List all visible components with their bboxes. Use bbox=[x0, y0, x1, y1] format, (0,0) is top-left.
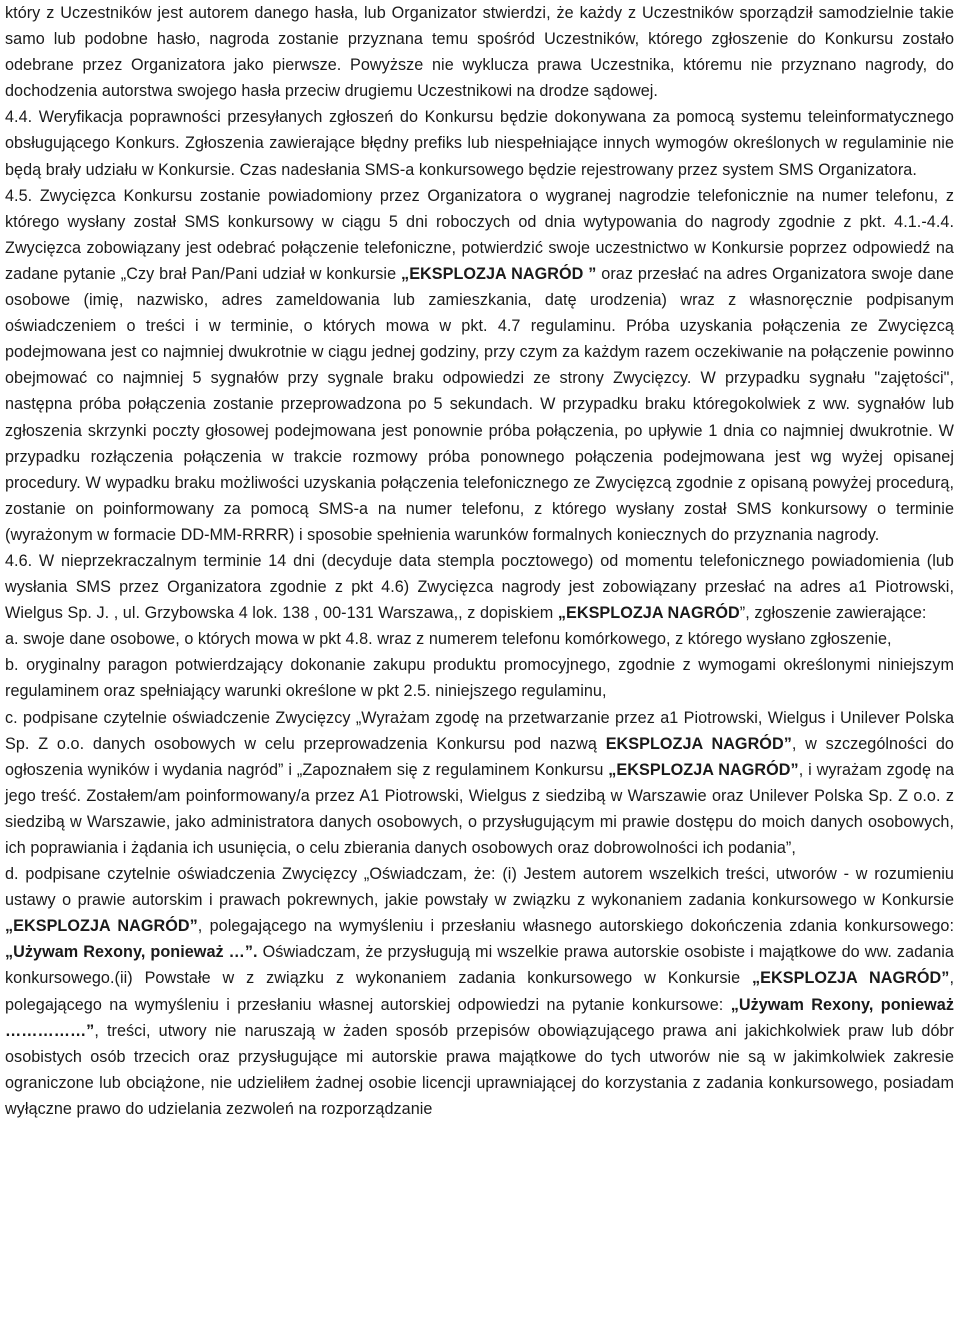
paragraph-text: Oświadczam, że przysługują mi wszelkie prawa autorskie osobiste i majątkowe do ww. zadania konkursowego.(ii) Powstałe w z związku z wykonaniem zadania konkursowego w Konkursie bbox=[5, 943, 954, 988]
paragraph-text: ”, zgłoszenie zawierające: bbox=[739, 604, 927, 623]
paragraph-text: , polegającego na wymyśleniu i przesłaniu własnego autorskiego dokończenia zdania konkursowego: bbox=[197, 917, 954, 936]
paragraph-text: , polegającego na wymyśleniu i przesłaniu własnej autorskiej odpowiedzi na pytanie konkursowe: bbox=[5, 969, 954, 1014]
paragraph-text: , w szczególności do ogłoszenia wyników i wydania nagród” i „Zapoznałem się z regulaminem Konkursu bbox=[5, 734, 954, 779]
paragraph-text: 4.5. Zwycięzca Konkursu zostanie powiadomiony przez Organizatora o wygranej nagrodzie telefonicznie na numer telefonu, z którego wysłany został SMS konkursowy w ciągu 5 dni roboczych od dnia wytypowania do nagrody zgodnie z pkt. 4.1.-4.4. Zwycięzca zobowiązany jest odebrać połączenie telefoniczne, potwierdzić swoje uczestnictwo w Konkursie poprzez odpowiedź na zadane pytanie „Czy brał Pan/Pani udział w konkursie bbox=[5, 186, 954, 283]
paragraph-text: , i wyrażam zgodę na jego treść. Zostałem/am poinformowany/a przez A1 Piotrowski, Wielgus z siedzibą w Warszawie oraz Unilever Polska Sp. Z o.o. z siedzibą w Warszawie, jako administratora danych osobowych, o przysługującym mi prawie dostępu do moich danych osobowych, ich poprawiania i żądania ich usunięcia, o celu zbierania danych osobowych oraz dobrowolności ich podania”, bbox=[5, 760, 954, 857]
contest-name-bold: „EKSPLOZJA NAGRÓD” bbox=[608, 760, 799, 779]
list-item-a bbox=[5, 626, 954, 652]
paragraph-text: który z Uczestników jest autorem danego hasła, lub Organizator stwierdzi, że każdy z Uczestników sporządził samodzielnie takie samo lub podobne hasło, nagroda zostanie przyznana temu spośród Uczestników, którego zgłoszenie do Konkursu zostało odebrane przez Organizatora jako pierwsze. Powyższe nie wyklucza prawa Uczestnika, któremu nie przyznano nagrody, do dochodzenia autorstwa swojego hasła przeciw drugiemu Uczestnikowi na drodze sądowej. bbox=[5, 4, 954, 101]
list-item-b bbox=[5, 652, 954, 704]
paragraph-text: oraz przesłać na adres Organizatora swoje dane osobowe (imię, nazwisko, adres zameldowania lub zamieszkania, datę urodzenia) wraz z własnoręcznie podpisanym oświadczeniem o treści i w terminie, o których mowa w pkt. 4.7 regulaminu. Próba uzyskania połączenia ze Zwycięzcą podejmowana jest co najmniej dwukrotnie w ciągu jednej godziny, przy czym za każdym razem oczekiwanie na połączenie powinno obejmować co najmniej 5 sygnałów przy sygnale braku odpowiedzi ze strony Zwycięzcy. W przypadku sygnału "zajętości", następna próba połączenia zostanie przeprowadzona po 5 sekundach. W przypadku braku któregokolwiek z ww. sygnałów lub zgłoszenia skrzynki poczty głosowej podejmowana jest ponownie próba połączenia, po upływie 1 dnia co najmniej dwukrotnie. W przypadku rozłączenia połączenia w trakcie rozmowy próba ponownego połączenia podejmowana jest wg wyżej opisanej procedury. W wypadku braku możliwości uzyskania połączenia telefonicznego ze Zwycięzcą zgodnie z opisaną powyżej procedurą, zostanie on poinformowany za pomocą SMS-a na numer telefonu, z którego wysłany został SMS konkursowy o terminie (wyrażonym w formacie DD-MM-RRRR) i sposobie spełnienia warunków formalnych koniecznych do przyznania nagrody. bbox=[5, 264, 954, 544]
paragraph-4-6 bbox=[5, 548, 954, 626]
paragraph-text: 4.6. W nieprzekraczalnym terminie 14 dni (decyduje data stempla pocztowego) od momentu telefonicznego powiadomienia (lub wysłania SMS przez Organizatora zgodnie z pkt 4.6) Zwycięzca nagrody jest zobowiązany przesłać na adres a1 Piotrowski, Wielgus Sp. J. , ul. Grzybowska 4 lok. 138 , 00-131 Warszawa,, z dopiskiem bbox=[5, 551, 954, 623]
contest-task-bold: „Używam Rexony, ponieważ ……………” bbox=[5, 995, 955, 1040]
contest-name-bold: „EKSPLOZJA NAGRÓD” bbox=[5, 917, 198, 936]
list-item-d bbox=[5, 861, 954, 1122]
paragraph-4-4 bbox=[5, 104, 954, 182]
paragraph-text: 4.4. Weryfikacja poprawności przesyłanych zgłoszeń do Konkursu będzie dokonywana za pomocą systemu teleinformatycznego obsługującego Konkurs. Zgłoszenia zawierające błędny prefiks lub niespełniające innych wymogów określonych w regulaminie nie będą brały udziału w Konkursie. Czas nadesłania SMS-a konkursowego będzie rejestrowany przez system SMS Organizatora. bbox=[5, 108, 954, 179]
contest-name-bold: „EKSPLOZJA NAGRÓD ” bbox=[401, 264, 597, 283]
contest-task-bold: „Używam Rexony, ponieważ …”. bbox=[5, 943, 258, 962]
paragraph-4-3-continuation bbox=[5, 0, 954, 104]
paragraph-text: d. podpisane czytelnie oświadczenia Zwycięzcy „Oświadczam, że: (i) Jestem autorem wszelkich treści, utworów - w rozumieniu ustawy o prawie autorskim i prawach pokrewnych, jakie powstały w związku z wykonaniem zadania konkursowego w Konkursie bbox=[5, 865, 954, 910]
paragraph-text: a. swoje dane osobowe, o których mowa w pkt 4.8. wraz z numerem telefonu komórkowego, z którego wysłano zgłoszenie, bbox=[5, 630, 892, 649]
contest-name-bold: „EKSPLOZJA NAGRÓD” bbox=[752, 969, 950, 988]
contest-name-bold: EKSPLOZJA NAGRÓD” bbox=[605, 734, 792, 753]
contest-name-bold: „EKSPLOZJA NAGRÓD bbox=[557, 604, 740, 623]
list-item-c bbox=[5, 705, 954, 862]
paragraph-text: b. oryginalny paragon potwierdzający dokonanie zakupu produktu promocyjnego, zgodnie z wymogami określonymi niniejszym regulaminem oraz spełniający warunki określone w pkt 2.5. niniejszego regulaminu, bbox=[5, 656, 954, 701]
paragraph-4-5 bbox=[5, 183, 954, 548]
paragraph-text: , treści, utwory nie naruszają w żaden sposób przepisów obowiązującego prawa ani jakichkolwiek praw lub dóbr osobistych osób trzecich oraz przysługujące mi autorskie prawa majątkowe do tych utworów nie są w jakimkolwiek zakresie ograniczone lub obciążone, nie udzieliłem żadnej osobie licencji uprawniającej do korzystania z zadania konkursowego, posiadam wyłączne prawo do udzielania zezwoleń na rozporządzanie bbox=[5, 1021, 954, 1118]
paragraph-text: c. podpisane czytelnie oświadczenie Zwycięzcy „Wyrażam zgodę na przetwarzanie przez a1 Piotrowski, Wielgus i Unilever Polska Sp. Z o.o. danych osobowych w celu przeprowadzenia Konkursu pod nazwą bbox=[5, 708, 954, 753]
